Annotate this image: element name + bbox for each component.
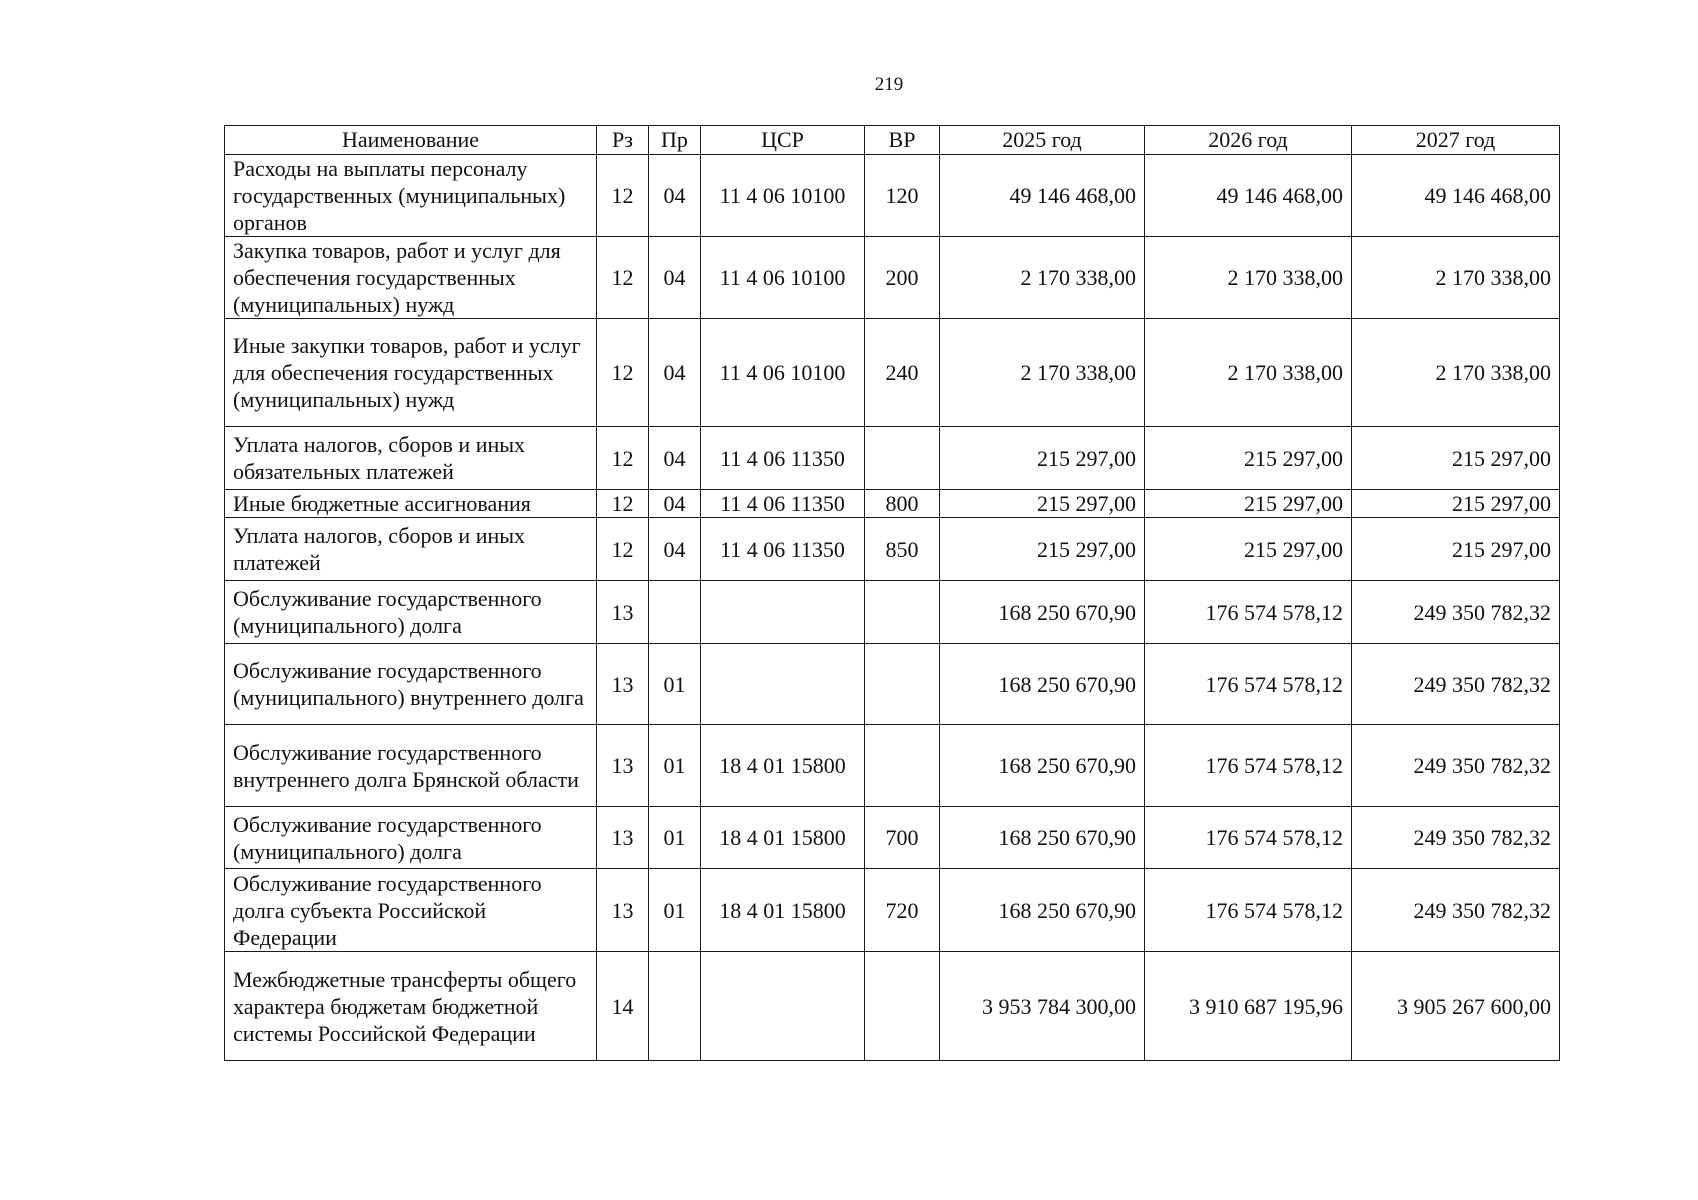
cell-vr [865, 952, 940, 1061]
table-row [225, 869, 1560, 952]
cell-2025: 168 250 670,90 [940, 869, 1145, 952]
cell-2027: 215 297,00 [1352, 427, 1560, 490]
cell-pr: 04 [649, 237, 701, 319]
cell-rz: 12 [597, 427, 649, 490]
table-row [225, 807, 1560, 869]
cell-csr: 11 4 06 10100 [701, 319, 865, 427]
cell-pr [649, 581, 701, 644]
header-pr: Пр [649, 126, 701, 155]
cell-name: Обслуживание государственного внутреннего долга Брянской области [225, 725, 597, 807]
header-2026: 2026 год [1145, 126, 1352, 155]
cell-pr: 04 [649, 427, 701, 490]
cell-csr: 11 4 06 11350 [701, 518, 865, 581]
table-row [225, 155, 1560, 237]
cell-vr [865, 725, 940, 807]
cell-2025: 215 297,00 [940, 427, 1145, 490]
cell-2025: 168 250 670,90 [940, 581, 1145, 644]
cell-2026: 215 297,00 [1145, 518, 1352, 581]
cell-2027: 249 350 782,32 [1352, 644, 1560, 725]
cell-2026: 176 574 578,12 [1145, 725, 1352, 807]
cell-vr: 700 [865, 807, 940, 869]
cell-rz: 13 [597, 581, 649, 644]
cell-rz: 13 [597, 725, 649, 807]
cell-2025: 3 953 784 300,00 [940, 952, 1145, 1061]
cell-2027: 215 297,00 [1352, 490, 1560, 518]
cell-pr: 01 [649, 807, 701, 869]
cell-2027: 249 350 782,32 [1352, 581, 1560, 644]
header-row [225, 126, 1560, 155]
cell-2025: 168 250 670,90 [940, 725, 1145, 807]
cell-rz: 13 [597, 807, 649, 869]
cell-rz: 13 [597, 644, 649, 725]
cell-pr: 04 [649, 518, 701, 581]
cell-csr: 11 4 06 11350 [701, 490, 865, 518]
cell-pr: 01 [649, 869, 701, 952]
cell-name: Обслуживание государственного долга субъекта Российской Федерации [225, 869, 597, 952]
cell-2025: 49 146 468,00 [940, 155, 1145, 237]
cell-2026: 176 574 578,12 [1145, 807, 1352, 869]
cell-csr [701, 581, 865, 644]
cell-rz: 14 [597, 952, 649, 1061]
header-rz: Рз [597, 126, 649, 155]
cell-vr [865, 581, 940, 644]
cell-2025: 2 170 338,00 [940, 237, 1145, 319]
cell-csr: 18 4 01 15800 [701, 725, 865, 807]
cell-name: Уплата налогов, сборов и иных обязательных платежей [225, 427, 597, 490]
cell-vr: 720 [865, 869, 940, 952]
cell-csr: 18 4 01 15800 [701, 869, 865, 952]
cell-name: Расходы на выплаты персоналу государственных (муниципальных) органов [225, 155, 597, 237]
cell-2025: 215 297,00 [940, 518, 1145, 581]
cell-2026: 2 170 338,00 [1145, 237, 1352, 319]
table-row [225, 725, 1560, 807]
cell-vr: 850 [865, 518, 940, 581]
header-2027: 2027 год [1352, 126, 1560, 155]
cell-vr: 120 [865, 155, 940, 237]
cell-rz: 12 [597, 319, 649, 427]
cell-2027: 249 350 782,32 [1352, 725, 1560, 807]
cell-2026: 176 574 578,12 [1145, 644, 1352, 725]
cell-2026: 215 297,00 [1145, 490, 1352, 518]
cell-2026: 2 170 338,00 [1145, 319, 1352, 427]
cell-pr: 04 [649, 490, 701, 518]
cell-pr: 01 [649, 725, 701, 807]
cell-2027: 215 297,00 [1352, 518, 1560, 581]
cell-rz: 12 [597, 518, 649, 581]
cell-2027: 2 170 338,00 [1352, 237, 1560, 319]
cell-csr [701, 952, 865, 1061]
cell-rz: 12 [597, 490, 649, 518]
cell-2027: 3 905 267 600,00 [1352, 952, 1560, 1061]
cell-vr [865, 427, 940, 490]
cell-2025: 2 170 338,00 [940, 319, 1145, 427]
table-row [225, 518, 1560, 581]
page-number: 219 [874, 74, 904, 95]
cell-2026: 176 574 578,12 [1145, 581, 1352, 644]
header-name: Наименование [225, 126, 597, 155]
cell-pr [649, 952, 701, 1061]
cell-2026: 49 146 468,00 [1145, 155, 1352, 237]
cell-2027: 49 146 468,00 [1352, 155, 1560, 237]
cell-rz: 12 [597, 237, 649, 319]
cell-2027: 249 350 782,32 [1352, 807, 1560, 869]
table-row [225, 581, 1560, 644]
cell-vr: 200 [865, 237, 940, 319]
table-row [225, 490, 1560, 518]
table-row [225, 319, 1560, 427]
header-csr: ЦСР [701, 126, 865, 155]
cell-2026: 3 910 687 195,96 [1145, 952, 1352, 1061]
cell-2025: 215 297,00 [940, 490, 1145, 518]
cell-2025: 168 250 670,90 [940, 807, 1145, 869]
cell-pr: 04 [649, 155, 701, 237]
cell-2027: 2 170 338,00 [1352, 319, 1560, 427]
cell-rz: 13 [597, 869, 649, 952]
cell-pr: 01 [649, 644, 701, 725]
cell-rz: 12 [597, 155, 649, 237]
table-row [225, 644, 1560, 725]
cell-csr: 11 4 06 10100 [701, 155, 865, 237]
cell-name: Иные бюджетные ассигнования [225, 490, 597, 518]
cell-name: Иные закупки товаров, работ и услуг для обеспечения государственных (муниципальных) нужд [225, 319, 597, 427]
cell-2026: 176 574 578,12 [1145, 869, 1352, 952]
budget-table [224, 125, 1560, 1061]
cell-vr: 240 [865, 319, 940, 427]
cell-name: Закупка товаров, работ и услуг для обеспечения государственных (муниципальных) нужд [225, 237, 597, 319]
cell-csr: 18 4 01 15800 [701, 807, 865, 869]
cell-2026: 215 297,00 [1145, 427, 1352, 490]
cell-name: Обслуживание государственного (муниципального) внутреннего долга [225, 644, 597, 725]
cell-pr: 04 [649, 319, 701, 427]
cell-csr: 11 4 06 11350 [701, 427, 865, 490]
cell-vr: 800 [865, 490, 940, 518]
cell-vr [865, 644, 940, 725]
cell-name: Уплата налогов, сборов и иных платежей [225, 518, 597, 581]
cell-2027: 249 350 782,32 [1352, 869, 1560, 952]
cell-name: Обслуживание государственного (муниципального) долга [225, 581, 597, 644]
table-row [225, 952, 1560, 1061]
header-2025: 2025 год [940, 126, 1145, 155]
cell-csr [701, 644, 865, 725]
cell-2025: 168 250 670,90 [940, 644, 1145, 725]
table-row [225, 237, 1560, 319]
cell-name: Обслуживание государственного (муниципального) долга [225, 807, 597, 869]
header-vr: ВР [865, 126, 940, 155]
table-row [225, 427, 1560, 490]
cell-csr: 11 4 06 10100 [701, 237, 865, 319]
cell-name: Межбюджетные трансферты общего характера бюджетам бюджетной системы Российской Федерации [225, 952, 597, 1061]
